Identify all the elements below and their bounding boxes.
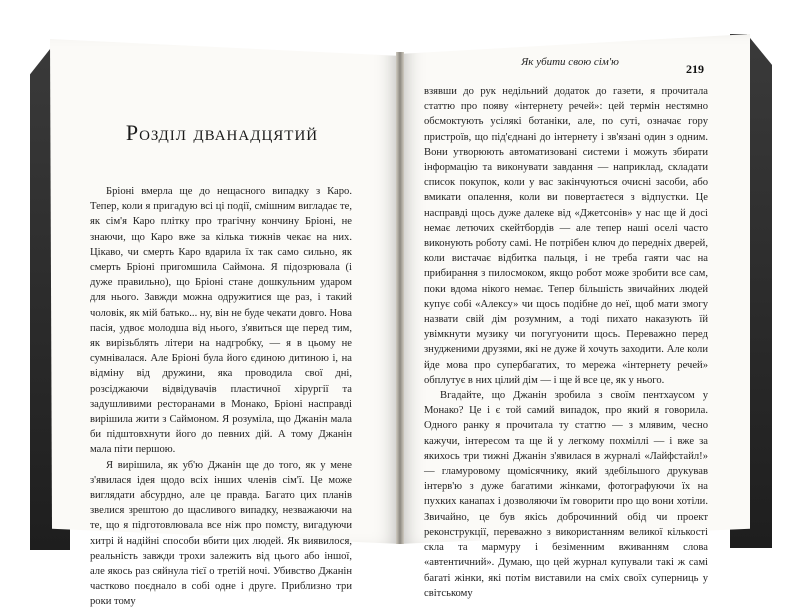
right-page-text — [424, 84, 708, 601]
left-paragraph-1: Бріоні вмерла ще до нещасного випадку з Каро. Тепер, коли я пригадую всі ці події, смішним вигладає те, як сім'я Каро плітку про трагічну кончину Бріоні, не знаючи, що Каро вже за кілька тижнів чекає на них. Цікаво, чи смерть Каро вдарила їх так само сильно, як смерть Бріоні пригомшила Саймона. Я підозрювала (і дуже правильно), що Бріоні стане дошкульним ударом для нього. Завжди можна одружитися ще раз, і такий чоловік, як мій батько... ну, він не буде чекати довго. Нова пасія, удвоє молодша від нього, з'явиться ще перед тим, як вирізьблять літери на надгробку, — я в цьому не сумнівалася. Але Бріоні була його єдиною дитиною і, на відміну від дружини, яка проводила свої дні, розсіджаючи відвідувачів пластичної хірургії та задушливими ресторанами в Монако, Бріоні насправді вирішила жити з Саймоном. Я розуміла, що Джанін мала би підштовхнути його до певних дій. А тому Джанін мала піти першою. — [90, 186, 352, 456]
right-paragraph-2: Вгадайте, що Джанін зробила з своїм пентхаусом у Монако? Це і є той самий випадок, про який я говорила. Одного ранку я прочитала ту статтю — з млявим, чесно кажучи, інтересом та ще й у легкому похміллі — і вже за якихось три тижні Джанін з'явилася в журналі «Лайфстайл!» — гламуровому щомісячнику, який здебільшого друкував інтерв'ю з дуже багатими жінками, фотографуючи їх на пухких канапах і дозволяючи їм говорити про що вони хотіли. Звичайно, це був якісь доброчинний обід чи проект реконструкції, переважно з використанням великої кількості скла та мармуру і безіменним вживанням слова «автентичний». Думаю, що цей журнал купували такі ж самі багаті жінки, які потім виставили на сміх своїх суперниць у світському — [424, 390, 708, 599]
page-number: 219 — [686, 62, 704, 76]
book-spine — [396, 52, 404, 544]
left-page-text — [90, 184, 352, 610]
chapter-title: Розділ дванадцятий — [125, 120, 319, 145]
left-paragraph-2: Я вирішила, як уб'ю Джанін ще до того, як у мене з'явилася ідея щодо всіх інших членів сім'ї. Це може виглядати абсурдно, але це правда. Багато цих планів звелися зрештою до щасливого випадку, незважаючи на те, що я підготовлювала все ніж про помсту, вигадуючи хитрі й надійні способи вбити цих людей. Як виявилося, реальність завжди трохи залежить від цього або іншої, але якось раз сяйнула тієї о третій ночі. Убивство Джанін частково поєднало в собі одне і друге. Приблизно три роки тому — [90, 459, 352, 608]
running-head: Як убити свою сім'ю — [521, 56, 619, 68]
right-paragraph-1: взявши до рук недільний додаток до газети, я прочитала статтю про появу «інтернету речей»: цей термін нестямно обсмоктують усілякі ботаніки, але, по суті, означає гору пристроїв, що під'єднані до інтернету і зв'язані один з одним. Вони утворюють автоматизовані системи і можуть збирати інформацію та виконувати завдання — наприклад, складати список покупок, коли у вас закінчуються очисні засоби, або вмикати опалення, коли ви повертаєтеся з відпустки. Це насправді щось дуже далеке від «Джетсонів» у нас ще й досі немає летючих скейтбордів — але тепер наші оселі часто виконують роботу самі. Не потрібен ключ до передніх дверей, коли вистачає відбитка пальця, і не треба гаяти час на прибирання з пилосмоком, якщо робот може зробити все сам, поки вдома нікого немає. Тепер більшість звичайних людей купує собі «Алексу» чи щось подібне до неї, щоб мати змогу назвати свій дім розумним, а тоді пихато наказують їй увімкнути музику чи погугуонити щось. Переважно перед знудженими друзями, які не дуже й хочуть заходити. Але коли йде мова про супербагатих, то мережа «інтернету речей» обплутує в них цілий дім — і ще й все це, як у нього. — [424, 86, 708, 386]
